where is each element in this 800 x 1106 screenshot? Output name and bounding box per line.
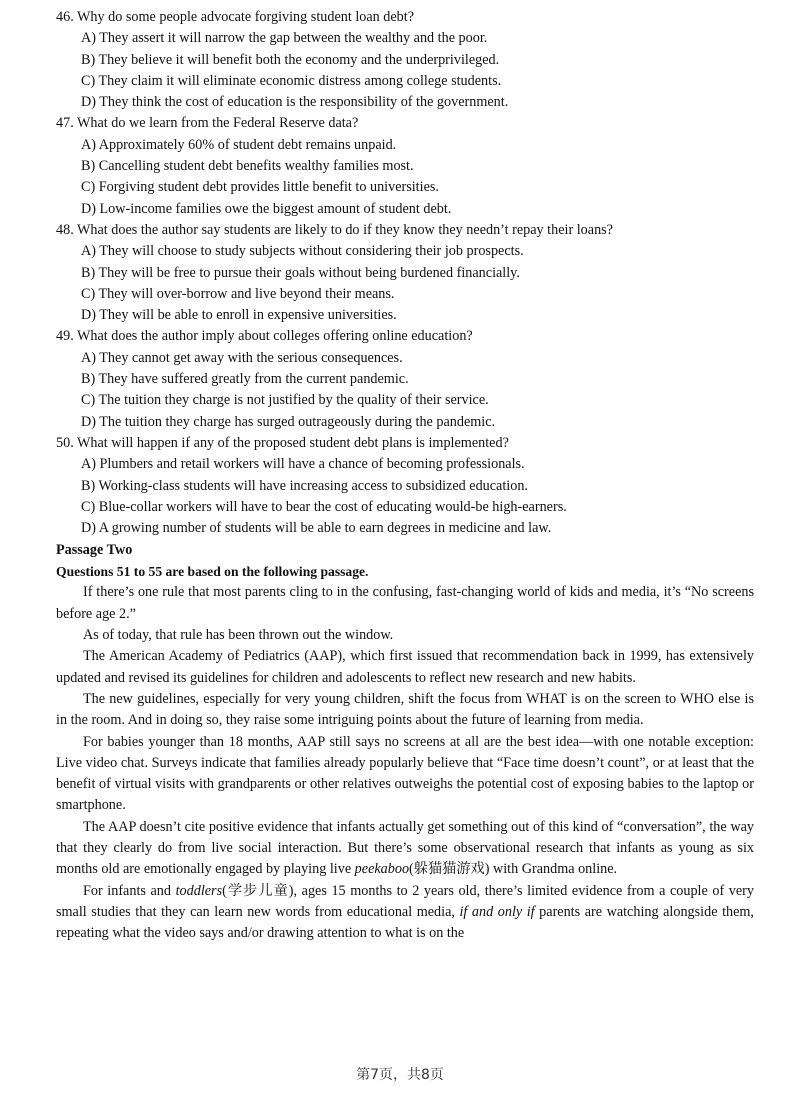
answer-option: C) Forgiving student debt provides little benefit to universities. — [81, 179, 439, 196]
answer-option: A) Approximately 60% of student debt remains unpaid. — [81, 136, 397, 153]
question-stem: 49. What does the author imply about colleges offering online education? — [56, 328, 473, 345]
paragraph-7-text-b: (学步儿童), ages 15 months to 2 years old, there’s limited evidence from a couple of very small studies that they can learn new words from educational media, — [56, 882, 754, 920]
passage-paragraph-2: As of today, that rule has been thrown out the window. — [83, 627, 394, 644]
answer-option: B) Cancelling student debt benefits wealthy families most. — [81, 158, 414, 175]
paragraph-7-text-c: parents are watching alongside them, repeating what the video says and/or drawing attention to what is on the — [56, 903, 754, 942]
question-stem: 46. Why do some people advocate forgiving student loan debt? — [56, 9, 415, 25]
question-block — [56, 326, 754, 432]
question-block — [56, 433, 754, 539]
passage-paragraph-6 — [56, 817, 754, 881]
question-block — [56, 7, 754, 113]
answer-option: C) The tuition they charge is not justified by the quality of their service. — [81, 392, 489, 409]
passage-paragraph-4: The new guidelines, especially for very young children, shift the focus from WHAT is on the screen to WHO else is in the room. And in doing so, they raise some intriguing points about the future of learning from media. — [56, 690, 754, 729]
passage-title: Passage Two — [56, 542, 133, 559]
answer-option: D) A growing number of students will be able to earn degrees in medicine and law. — [81, 520, 552, 537]
passage-instruction: Questions 51 to 55 are based on the following passage. — [56, 564, 369, 580]
passage-paragraph-1: If there’s one rule that most parents cling to in the confusing, fast-changing world of kids and media, it’s “No screens before age 2.” — [56, 584, 754, 622]
answer-option: A) Plumbers and retail workers will have a chance of becoming professionals. — [81, 456, 525, 473]
question-list — [56, 7, 754, 539]
term-toddlers: toddlers — [175, 882, 223, 899]
question-stem: 50. What will happen if any of the proposed student debt plans is implemented? — [56, 434, 509, 451]
answer-option: A) They will choose to study subjects without considering their job prospects. — [81, 243, 524, 260]
answer-option: D) The tuition they charge has surged outrageously during the pandemic. — [81, 413, 496, 430]
answer-option: C) Blue-collar workers will have to bear the cost of educating would-be high-earners. — [81, 498, 567, 515]
answer-option: C) They claim it will eliminate economic distress among college students. — [81, 72, 502, 89]
paragraph-6-text-b: (躲猫猫游戏) with Grandma online. — [409, 861, 618, 878]
answer-option: B) Working-class students will have increasing access to subsidized education. — [81, 477, 528, 494]
passage-paragraph-7 — [56, 881, 754, 945]
answer-option: B) They believe it will benefit both the economy and the underprivileged. — [81, 51, 500, 68]
page-number-footer: 第7页，共8页 — [356, 1067, 444, 1083]
paragraph-6-text-a: The AAP doesn’t cite positive evidence that infants actually get something out of this kind of “conversation”, the way that they clearly do from live social interaction. But there’s some observational research that infants as young as six months old are emotionally engaged by playing live — [56, 818, 754, 878]
passage-paragraph-5: For babies younger than 18 months, AAP still says no screens at all are the best idea—with one notable exception: Live video chat. Surveys indicate that families already popularly believe that “Face time doesn’t count”, or at least that the benefit of virtual visits with grandparents or other relatives outweighs the potential cost of exposing babies to the laptop or smartphone. — [56, 733, 754, 814]
answer-option: D) Low-income families owe the biggest amount of student debt. — [81, 200, 452, 217]
question-stem: 48. What does the author say students are likely to do if they know they needn’t repay their loans? — [56, 221, 613, 238]
question-stem: 47. What do we learn from the Federal Reserve data? — [56, 115, 359, 132]
passage-paragraph-3: The American Academy of Pediatrics (AAP), which first issued that recommendation back in 1999, has extensively updated and revised its guidelines for children and adolescents to reflect new research and new habits. — [56, 648, 754, 686]
term-peekaboo: peekaboo — [354, 861, 410, 878]
answer-option: B) They have suffered greatly from the current pandemic. — [81, 371, 409, 388]
answer-option: D) They will be able to enroll in expensive universities. — [81, 307, 397, 324]
answer-option: D) They think the cost of education is the responsibility of the government. — [81, 94, 509, 111]
term-if-and-only-if: if and only if — [459, 903, 535, 920]
answer-option: C) They will over-borrow and live beyond their means. — [81, 285, 395, 302]
answer-option: A) They assert it will narrow the gap between the wealthy and the poor. — [81, 30, 488, 47]
question-block — [56, 113, 754, 219]
answer-option: B) They will be free to pursue their goals without being burdened financially. — [81, 264, 520, 281]
answer-option: A) They cannot get away with the serious consequences. — [81, 349, 403, 366]
paragraph-7-text-a: For infants and — [83, 882, 176, 899]
question-block — [56, 220, 754, 326]
